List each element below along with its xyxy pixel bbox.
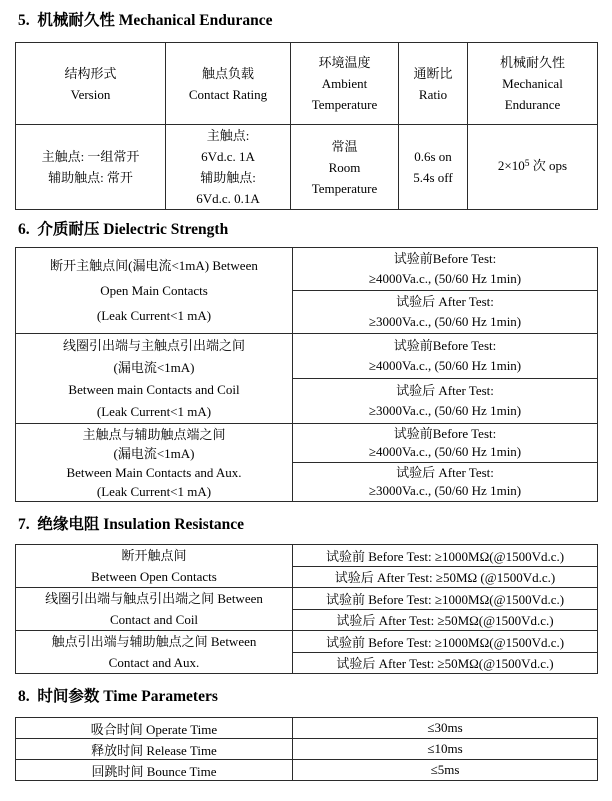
cell-endurance-value (468, 125, 598, 210)
cell-line: 0.6s on (414, 149, 452, 164)
cell-line: 辅助触点: (200, 170, 256, 185)
table-row (16, 248, 598, 291)
cell-before-test: 试验前 Before Test: ≥1000MΩ(@1500Vd.c.) (293, 588, 598, 610)
cell-line: 触点负载 (201, 65, 254, 81)
table-row (16, 588, 598, 610)
cell-contact-and-aux (16, 631, 293, 674)
cell-ambient-value (291, 125, 399, 210)
cell-ratio-value (399, 125, 468, 210)
table-row (16, 545, 598, 567)
cell-line: 机械耐久性 (499, 55, 565, 70)
cell-line: 断开触点间 (121, 548, 187, 563)
cell-line: ≥3000Va.c., (50/60 Hz 1min) (368, 483, 522, 498)
mechanical-endurance-table (15, 42, 598, 210)
cell-line: 5.4s off (413, 170, 453, 185)
cell-line: 试验后 After Test: (396, 383, 494, 398)
table-data-row (16, 125, 598, 210)
cell-bounce-time-label: 回跳时间 Bounce Time (16, 760, 293, 781)
cell-line: Room (328, 159, 361, 175)
cell-line: Version (70, 86, 111, 102)
cell-main-contacts-and-coil (16, 334, 293, 424)
table-row (16, 631, 598, 653)
cell-line: 试验后 After Test: (396, 294, 494, 309)
endurance-base: 2×10 (497, 158, 525, 173)
cell-before-test (293, 424, 598, 463)
cell-line: Between main Contacts and Coil (68, 381, 240, 397)
cell-line: 试验后 After Test: (396, 465, 494, 480)
section-heading-insulation-resistance: 7. 绝缘电阻 Insulation Resistance (18, 516, 245, 533)
cell-release-time-value: ≤10ms (293, 739, 598, 760)
cell-line: ≥3000Va.c., (50/60 Hz 1min) (368, 403, 522, 418)
cell-before-test (293, 334, 598, 379)
cell-line: Temperature (311, 97, 378, 112)
cell-line: 结构形式 (64, 65, 117, 81)
cell-line: Mechanical (502, 76, 563, 91)
dielectric-strength-table (15, 247, 598, 502)
cell-line: (Leak Current<1 mA) (96, 403, 212, 419)
cell-line: ≥4000Va.c., (50/60 Hz 1min) (368, 271, 522, 286)
insulation-resistance-table (15, 544, 598, 674)
header-cell-contact-rating (166, 43, 291, 125)
time-parameters-table (15, 717, 598, 781)
cell-operate-time-value: ≤30ms (293, 718, 598, 739)
cell-line: 常温 (331, 138, 358, 154)
cell-before-test: 试验前 Before Test: ≥1000MΩ(@1500Vd.c.) (293, 545, 598, 567)
header-cell-version (16, 43, 166, 125)
cell-line: 环境温度 (318, 55, 371, 70)
cell-after-test (293, 291, 598, 334)
cell-line: Between Main Contacts and Aux. (66, 464, 242, 480)
header-cell-ratio (399, 43, 468, 125)
cell-line: 线圈引出端与触点引出端之间 Between (45, 591, 263, 606)
cell-contact-and-coil (16, 588, 293, 631)
section-heading-time-parameters: 8. 时间参数 Time Parameters (18, 688, 218, 705)
cell-line: 试验前Before Test: (393, 251, 497, 266)
cell-line: (Leak Current<1 mA) (96, 308, 212, 323)
table-row (16, 718, 598, 739)
endurance-suffix: 次 ops (529, 158, 568, 173)
cell-line: ≥4000Va.c., (50/60 Hz 1min) (368, 444, 522, 459)
cell-line: Open Main Contacts (100, 283, 208, 298)
cell-line: Between Open Contacts (91, 569, 217, 584)
cell-line: Contact Rating (188, 86, 268, 102)
section-heading-mechanical-endurance: 5. 机械耐久性 Mechanical Endurance (18, 12, 273, 29)
table-row (16, 424, 598, 463)
cell-line: (Leak Current<1 mA) (96, 483, 212, 499)
cell-after-test: 试验后 After Test: ≥50MΩ (@1500Vd.c.) (293, 566, 598, 588)
cell-line: 通断比 (413, 65, 453, 81)
cell-line (470, 155, 595, 179)
cell-line: 试验前Before Test: (393, 426, 497, 441)
cell-line: 线圈引出端与主触点引出端之间 (62, 337, 245, 353)
cell-line: 触点引出端与辅助触点之间 Between (51, 634, 257, 649)
cell-after-test: 试验后 After Test: ≥50MΩ(@1500Vd.c.) (293, 609, 598, 631)
cell-version-value (16, 125, 166, 210)
cell-line: 辅助触点: 常开 (48, 170, 133, 185)
cell-line: Temperature (311, 180, 378, 196)
cell-line: 主触点: (206, 128, 250, 143)
endurance-exponent: 5 (524, 159, 530, 169)
table-row (16, 739, 598, 760)
cell-operate-time-label: 吸合时间 Operate Time (16, 718, 293, 739)
cell-line: (漏电流<1mA) (113, 445, 195, 461)
cell-before-test: 试验前 Before Test: ≥1000MΩ(@1500Vd.c.) (293, 631, 598, 653)
cell-line: 主触点: 一组常开 (41, 149, 140, 164)
cell-between-open-contacts (16, 545, 293, 588)
table-header-row (16, 43, 598, 125)
cell-after-test (293, 379, 598, 424)
cell-line: ≥3000Va.c., (50/60 Hz 1min) (368, 314, 522, 329)
header-cell-ambient-temperature (291, 43, 399, 125)
cell-bounce-time-value: ≤5ms (293, 760, 598, 781)
cell-line: Ambient (321, 76, 368, 91)
table-row (16, 334, 598, 379)
cell-line: (漏电流<1mA) (113, 359, 195, 375)
cell-line: 断开主触点间(漏电流<1mA) Between (50, 258, 258, 273)
cell-line: Ratio (418, 86, 448, 102)
cell-line: 6Vd.c. 1A (201, 149, 255, 164)
cell-line: Contact and Aux. (108, 655, 200, 670)
header-cell-mechanical-endurance (468, 43, 598, 125)
table-row (16, 760, 598, 781)
cell-line: 试验前Before Test: (393, 338, 497, 353)
cell-after-test (293, 463, 598, 502)
cell-main-contacts-and-aux (16, 424, 293, 502)
cell-open-main-contacts (16, 248, 293, 334)
cell-line: Contact and Coil (109, 612, 199, 627)
cell-line: 主触点与辅助触点端之间 (82, 426, 226, 442)
cell-release-time-label: 释放时间 Release Time (16, 739, 293, 760)
cell-line: ≥4000Va.c., (50/60 Hz 1min) (368, 358, 522, 373)
section-heading-dielectric-strength: 6. 介质耐压 Dielectric Strength (18, 221, 229, 238)
cell-after-test: 试验后 After Test: ≥50MΩ(@1500Vd.c.) (293, 652, 598, 674)
cell-contact-rating-value (166, 125, 291, 210)
cell-line: Endurance (504, 97, 561, 112)
cell-line: 6Vd.c. 0.1A (196, 191, 260, 206)
cell-before-test (293, 248, 598, 291)
